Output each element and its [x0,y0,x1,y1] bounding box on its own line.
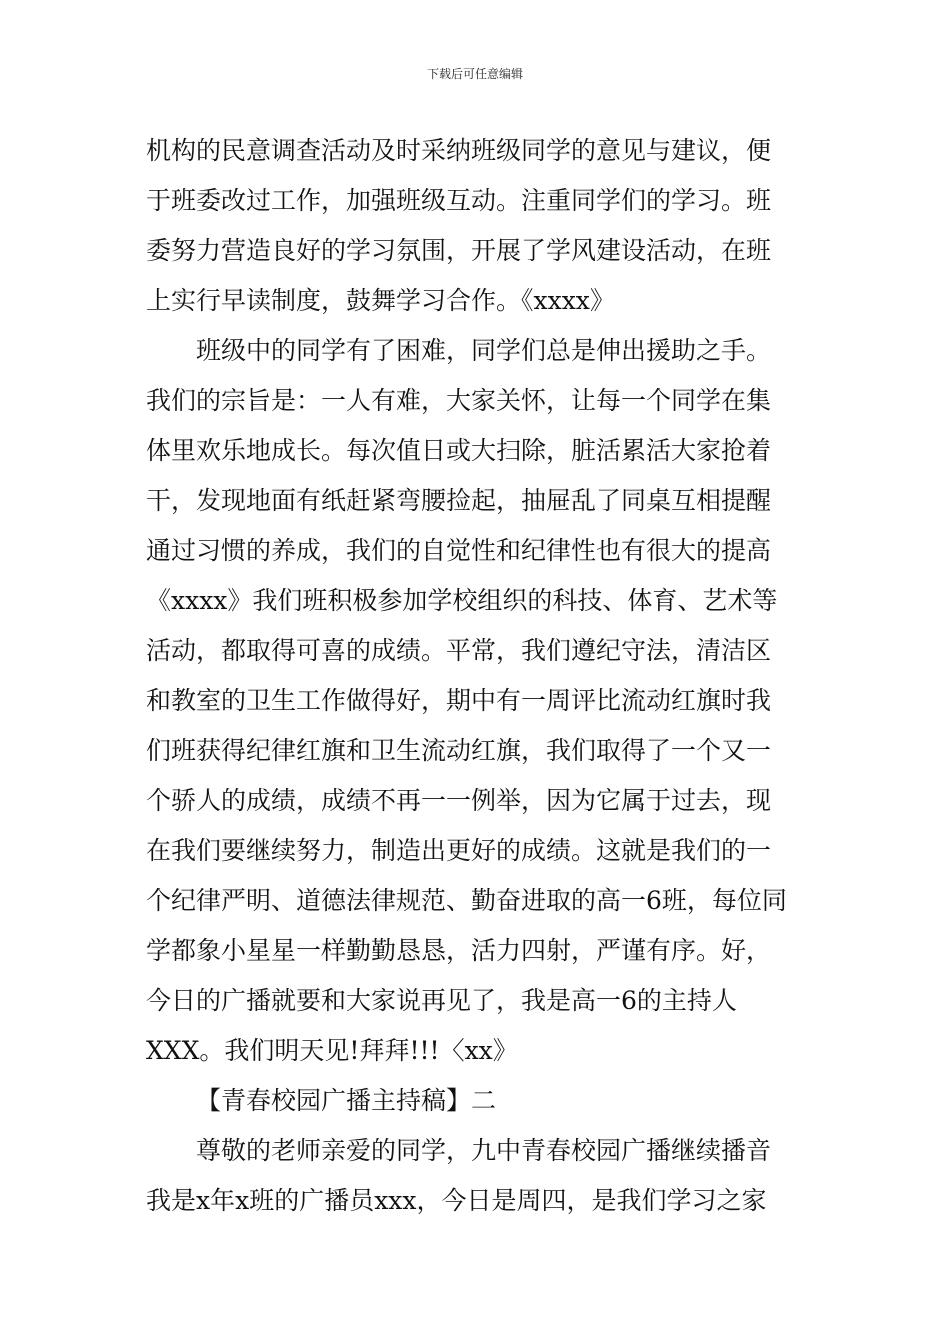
text-line: 活动，都取得可喜的成绩。平常，我们遵纪守法，清洁区 [146,636,772,665]
text-line: 机构的民意调查活动及时采纳班级同学的意见与建议，便 [146,136,772,165]
text-line: 《xxxx》我们班积极参加学校组织的科技、体育、艺术等 [146,586,778,615]
text-line: 个骄人的成绩，成绩不再一一例举，因为它属于过去，现 [146,786,772,815]
section-heading: 【青春校园广播主持稿】二 [196,1086,497,1115]
text-line: 通过习惯的养成，我们的自觉性和纪律性也有很大的提高 [146,536,772,565]
text-line: 今日的广播就要和大家说再见了，我是高一6的主持人 [146,986,737,1015]
text-line: 体里欢乐地成长。每次值日或大扫除，脏活累活大家抢着 [146,436,772,465]
text-line: 委努力营造良好的学习氛围，开展了学风建设活动，在班 [146,236,772,265]
text-line: 干，发现地面有纸赶紧弯腰捡起，抽屉乱了同桌互相提醒 [146,486,772,515]
text-line: 我是x年x班的广播员xxx，今日是周四，是我们学习之家 [146,1186,767,1215]
text-line: XXX。我们明天见!拜拜!!!〈xx》 [146,1036,518,1065]
paragraph-start-line: 班级中的同学有了困难，同学们总是伸出援助之手。 [196,336,772,365]
text-line: 学都象小星星一样勤勤恳恳，活力四射，严谨有序。好， [146,936,772,965]
document-body [146,126,816,1226]
text-line: 我们的宗旨是：一人有难，大家关怀，让每一个同学在集 [146,386,772,415]
paragraph-start-line: 尊敬的老师亲爱的同学，九中青春校园广播继续播音 [196,1136,772,1165]
text-line: 个纪律严明、道德法律规范、勤奋进取的高一6班，每位同 [146,886,787,915]
text-line: 和教室的卫生工作做得好，期中有一周评比流动红旗时我 [146,686,772,715]
header-note: 下载后可任意编辑 [426,67,523,81]
text-line: 在我们要继续努力，制造出更好的成绩。这就是我们的一 [146,836,772,865]
text-line: 上实行早读制度，鼓舞学习合作。《xxxx》 [146,286,615,315]
text-line: 们班获得纪律红旗和卫生流动红旗，我们取得了一个又一 [146,736,772,765]
text-line: 于班委改过工作，加强班级互动。注重同学们的学习。班 [146,186,772,215]
